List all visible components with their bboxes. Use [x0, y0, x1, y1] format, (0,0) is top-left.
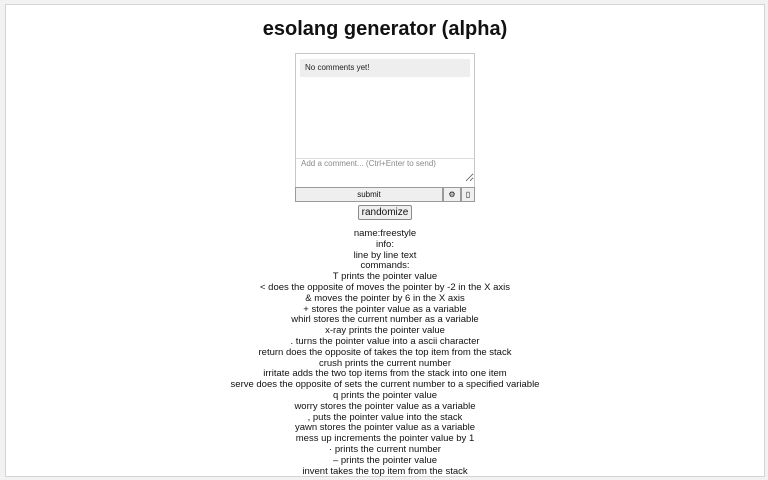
- command-line: T prints the pointer value: [332, 271, 438, 283]
- command-line: q prints the pointer value: [332, 389, 438, 401]
- command-line: , puts the pointer value into the stack: [307, 411, 463, 423]
- language-name: name:freestyle: [353, 228, 417, 239]
- command-line: & moves the pointer by 6 in the X axis: [305, 292, 465, 304]
- command-line: worry stores the pointer value as a variable: [294, 400, 476, 412]
- command-line: invent takes the top item from the stack: [302, 465, 468, 477]
- comment-input[interactable]: [296, 158, 474, 182]
- extra-options-icon[interactable]: ▯: [461, 187, 475, 202]
- command-line: x-ray prints the pointer value: [325, 325, 445, 337]
- command-line: return does the opposite of takes the top item from the stack: [258, 346, 512, 358]
- page-title: esolang generator (alpha): [262, 18, 508, 40]
- language-description: [6, 229, 764, 477]
- command-line: – prints the pointer value: [332, 454, 438, 466]
- command-line: + stores the pointer value as a variable: [303, 303, 467, 315]
- command-line: crush prints the current number: [318, 357, 451, 369]
- command-line: mess up increments the pointer value by 1: [295, 433, 475, 445]
- comment-actions: [295, 187, 475, 202]
- info-text: line by line text: [353, 249, 417, 261]
- commands-label: commands:: [360, 260, 410, 272]
- command-line: yawn stores the pointer value as a variable: [294, 422, 476, 434]
- command-line: . turns the pointer value into a ascii character: [290, 335, 480, 347]
- command-line: irritate adds the two top items from the stack into one item: [263, 368, 507, 380]
- command-line: serve does the opposite of sets the current number to a specified variable: [230, 379, 540, 391]
- randomize-button[interactable]: randomize: [358, 205, 412, 220]
- gear-icon[interactable]: ⚙: [443, 187, 461, 202]
- command-line: whirl stores the current number as a variable: [291, 314, 479, 326]
- comment-widget: [295, 53, 475, 202]
- page-container: [5, 4, 765, 477]
- submit-button[interactable]: submit: [295, 187, 443, 202]
- command-line: · prints the current number: [329, 443, 441, 455]
- comments-empty-message: No comments yet!: [300, 59, 470, 77]
- command-line: < does the opposite of moves the pointer by -2 in the X axis: [259, 281, 511, 293]
- info-label: info:: [376, 238, 394, 250]
